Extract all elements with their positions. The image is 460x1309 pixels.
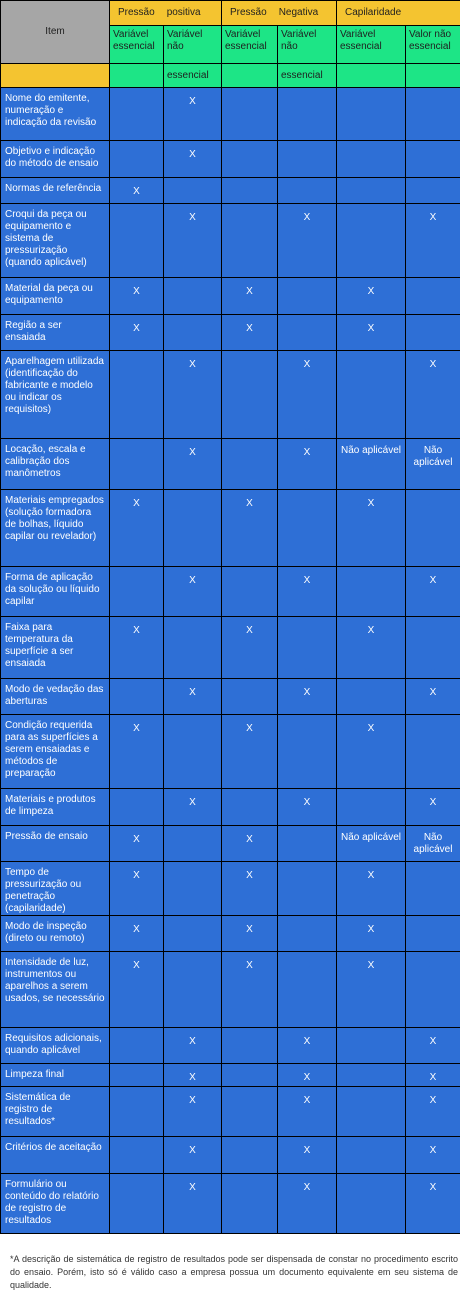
value-cell [222, 178, 278, 204]
value-cell: X [110, 278, 164, 315]
table-row [1, 278, 460, 315]
value-cell [278, 862, 337, 916]
value-cell [406, 315, 460, 351]
column-subheader: essencial [278, 64, 337, 88]
item-cell: Faixa para temperatura da superfície a ser ensaiada [1, 617, 110, 679]
group-word: Negativa [278, 7, 319, 18]
item-cell: Croqui da peça ou equipamento e sistema de pressurização (quando aplicável) [1, 204, 110, 278]
value-cell: X [164, 439, 222, 490]
value-cell: X [110, 315, 164, 351]
table-row [1, 1087, 460, 1137]
value-cell [110, 1064, 164, 1087]
value-cell [337, 88, 406, 141]
value-cell [164, 862, 222, 916]
item-cell: Modo de inspeção (direto ou remoto) [1, 916, 110, 952]
item-cell: Formulário ou conteúdo do relatório de registro de resultados [1, 1174, 110, 1234]
value-cell [164, 715, 222, 789]
value-cell [110, 1174, 164, 1234]
table-row [1, 789, 460, 826]
value-cell [406, 916, 460, 952]
value-cell [222, 1137, 278, 1174]
table-row [1, 567, 460, 617]
value-cell [278, 315, 337, 351]
group-word: Capilaridade [345, 7, 402, 18]
value-cell [110, 141, 164, 178]
value-cell: X [406, 567, 460, 617]
footnote: *A descrição de sistemática de registro de resultados pode ser dispensada de constar no procedimento escrito do ensaio. Porém, isto só é válido caso a empresa possua um documento equivalente em seu sistema de qualidade. [10, 1254, 458, 1290]
value-cell: X [164, 1028, 222, 1064]
value-cell [222, 789, 278, 826]
value-cell: X [110, 490, 164, 567]
value-cell [406, 88, 460, 141]
value-cell: X [164, 351, 222, 439]
value-cell: X [222, 315, 278, 351]
table-row [1, 88, 460, 141]
value-cell: X [222, 278, 278, 315]
value-cell [406, 952, 460, 1028]
table-row [1, 617, 460, 679]
item-cell: Tempo de pressurização ou penetração (capilaridade) [1, 862, 110, 916]
value-cell: X [406, 1137, 460, 1174]
value-cell [337, 679, 406, 715]
subheader-spacer [1, 64, 110, 88]
item-cell: Pressão de ensaio [1, 826, 110, 862]
value-cell [278, 141, 337, 178]
value-cell [110, 88, 164, 141]
item-cell: Materiais e produtos de limpeza [1, 789, 110, 826]
item-cell: Materiais empregados (solução formadora de bolhas, líquido capilar ou revelador) [1, 490, 110, 567]
value-cell: X [337, 278, 406, 315]
group-header-capillarity [337, 1, 460, 26]
value-cell: X [337, 916, 406, 952]
table-row [1, 141, 460, 178]
table-row [1, 916, 460, 952]
value-cell: X [278, 1028, 337, 1064]
table-row [1, 679, 460, 715]
column-header: Variável não [164, 26, 222, 64]
value-cell: X [164, 1064, 222, 1087]
value-cell: X [222, 617, 278, 679]
value-cell [337, 789, 406, 826]
value-cell [337, 567, 406, 617]
value-cell [110, 439, 164, 490]
value-cell [110, 567, 164, 617]
value-cell: X [278, 789, 337, 826]
value-cell: X [337, 490, 406, 567]
table-row [1, 1064, 460, 1087]
table-row [1, 952, 460, 1028]
item-cell: Requisitos adicionais, quando aplicável [1, 1028, 110, 1064]
value-cell: X [110, 715, 164, 789]
item-cell: Objetivo e indicação do método de ensaio [1, 141, 110, 178]
value-cell [222, 439, 278, 490]
value-cell: X [164, 88, 222, 141]
value-cell: X [278, 1064, 337, 1087]
value-cell [164, 826, 222, 862]
value-cell: X [222, 715, 278, 789]
value-cell [406, 862, 460, 916]
group-header-positive-pressure [110, 1, 222, 26]
value-cell [337, 141, 406, 178]
item-cell: Sistemática de registro de resultados* [1, 1087, 110, 1137]
table-row [1, 315, 460, 351]
table-row [1, 178, 460, 204]
item-cell: Critérios de aceitação [1, 1137, 110, 1174]
value-cell: Não aplicável [406, 439, 460, 490]
item-column-header: Item [1, 1, 110, 64]
value-cell: Não aplicável [337, 826, 406, 862]
value-cell [164, 278, 222, 315]
value-cell [406, 617, 460, 679]
table-row [1, 1028, 460, 1064]
column-subheader [406, 64, 460, 88]
value-cell: X [278, 1174, 337, 1234]
value-cell [406, 278, 460, 315]
column-header: Valor não essencial [406, 26, 460, 64]
group-header-negative-pressure [222, 1, 337, 26]
group-word: Pressão [230, 7, 267, 18]
table-row [1, 351, 460, 439]
value-cell: X [278, 567, 337, 617]
column-subheader: essencial [164, 64, 222, 88]
value-cell: X [406, 204, 460, 278]
value-cell [337, 178, 406, 204]
value-cell: X [222, 490, 278, 567]
item-cell: Material da peça ou equipamento [1, 278, 110, 315]
column-subheader-row [1, 64, 460, 88]
value-cell [110, 789, 164, 826]
value-cell [110, 351, 164, 439]
item-cell: Limpeza final [1, 1064, 110, 1087]
value-cell: X [110, 952, 164, 1028]
value-cell [222, 351, 278, 439]
value-cell [278, 617, 337, 679]
value-cell [278, 715, 337, 789]
value-cell [337, 1064, 406, 1087]
table-row [1, 715, 460, 789]
value-cell [406, 715, 460, 789]
item-cell: Região a ser ensaiada [1, 315, 110, 351]
value-cell: X [406, 1064, 460, 1087]
value-cell [110, 1137, 164, 1174]
value-cell: X [222, 916, 278, 952]
value-cell: Não aplicável [337, 439, 406, 490]
column-header: Variável não [278, 26, 337, 64]
column-header: Variável essencial [337, 26, 406, 64]
value-cell: X [222, 862, 278, 916]
value-cell [110, 204, 164, 278]
item-cell: Modo de vedação das aberturas [1, 679, 110, 715]
value-cell: X [164, 679, 222, 715]
value-cell: X [110, 862, 164, 916]
value-cell [110, 679, 164, 715]
table-row [1, 826, 460, 862]
value-cell [164, 916, 222, 952]
column-subheader [222, 64, 278, 88]
value-cell: X [406, 679, 460, 715]
value-cell: X [278, 1137, 337, 1174]
value-cell: X [164, 1137, 222, 1174]
value-cell: X [406, 1028, 460, 1064]
value-cell: X [164, 1087, 222, 1137]
value-cell: Não aplicável [406, 826, 460, 862]
value-cell [278, 490, 337, 567]
item-cell: Aparelhagem utilizada (identificação do fabricante e modelo ou indicar os requisitos) [1, 351, 110, 439]
table-row [1, 1137, 460, 1174]
item-cell: Intensidade de luz, instrumentos ou aparelhos a serem usados, se necessário [1, 952, 110, 1028]
value-cell: X [222, 952, 278, 1028]
item-cell: Condição requerida para as superfícies a serem ensaiadas e métodos de preparação [1, 715, 110, 789]
value-cell: X [110, 178, 164, 204]
value-cell [222, 1028, 278, 1064]
value-cell [222, 1087, 278, 1137]
value-cell [278, 278, 337, 315]
column-subheader [337, 64, 406, 88]
value-cell: X [406, 789, 460, 826]
value-cell [406, 490, 460, 567]
value-cell [164, 315, 222, 351]
value-cell [222, 679, 278, 715]
value-cell: X [337, 715, 406, 789]
value-cell [278, 952, 337, 1028]
value-cell: X [337, 617, 406, 679]
value-cell: X [110, 617, 164, 679]
value-cell [278, 826, 337, 862]
value-cell [110, 1087, 164, 1137]
value-cell [278, 178, 337, 204]
group-word: Pressão [118, 7, 155, 18]
value-cell: X [278, 439, 337, 490]
value-cell [337, 204, 406, 278]
value-cell: X [337, 862, 406, 916]
item-cell: Normas de referência [1, 178, 110, 204]
group-word: positiva [166, 7, 201, 18]
value-cell: X [337, 315, 406, 351]
column-header: Variável essencial [222, 26, 278, 64]
item-cell: Nome do emitente, numeração e indicação da revisão [1, 88, 110, 141]
value-cell [337, 1028, 406, 1064]
value-cell: X [406, 1087, 460, 1137]
value-cell: X [222, 826, 278, 862]
value-cell: X [164, 141, 222, 178]
value-cell [278, 88, 337, 141]
value-cell: X [164, 1174, 222, 1234]
value-cell [222, 1064, 278, 1087]
value-cell: X [110, 916, 164, 952]
value-cell: X [278, 204, 337, 278]
value-cell: X [337, 952, 406, 1028]
table-row [1, 1174, 460, 1234]
item-cell: Locação, escala e calibração dos manômetros [1, 439, 110, 490]
item-cell: Forma de aplicação da solução ou líquido capilar [1, 567, 110, 617]
value-cell [278, 916, 337, 952]
value-cell [406, 141, 460, 178]
value-cell [337, 1174, 406, 1234]
value-cell [337, 1137, 406, 1174]
value-cell [164, 490, 222, 567]
value-cell: X [278, 351, 337, 439]
value-cell: X [164, 567, 222, 617]
value-cell [222, 1174, 278, 1234]
value-cell: X [406, 1174, 460, 1234]
value-cell [222, 567, 278, 617]
value-cell [406, 178, 460, 204]
value-cell: X [164, 204, 222, 278]
table-row [1, 490, 460, 567]
table-row [1, 862, 460, 916]
table-row [1, 204, 460, 278]
value-cell [164, 952, 222, 1028]
value-cell [164, 178, 222, 204]
value-cell: X [278, 1087, 337, 1137]
value-cell [222, 88, 278, 141]
value-cell: X [164, 789, 222, 826]
value-cell [337, 1087, 406, 1137]
value-cell: X [406, 351, 460, 439]
value-cell [337, 351, 406, 439]
value-cell [222, 141, 278, 178]
value-cell [222, 204, 278, 278]
group-header-row [1, 1, 460, 26]
table-row [1, 439, 460, 490]
value-cell: X [278, 679, 337, 715]
value-cell [164, 617, 222, 679]
value-cell: X [110, 826, 164, 862]
value-cell [110, 1028, 164, 1064]
column-header: Variável essencial [110, 26, 164, 64]
column-subheader [110, 64, 164, 88]
